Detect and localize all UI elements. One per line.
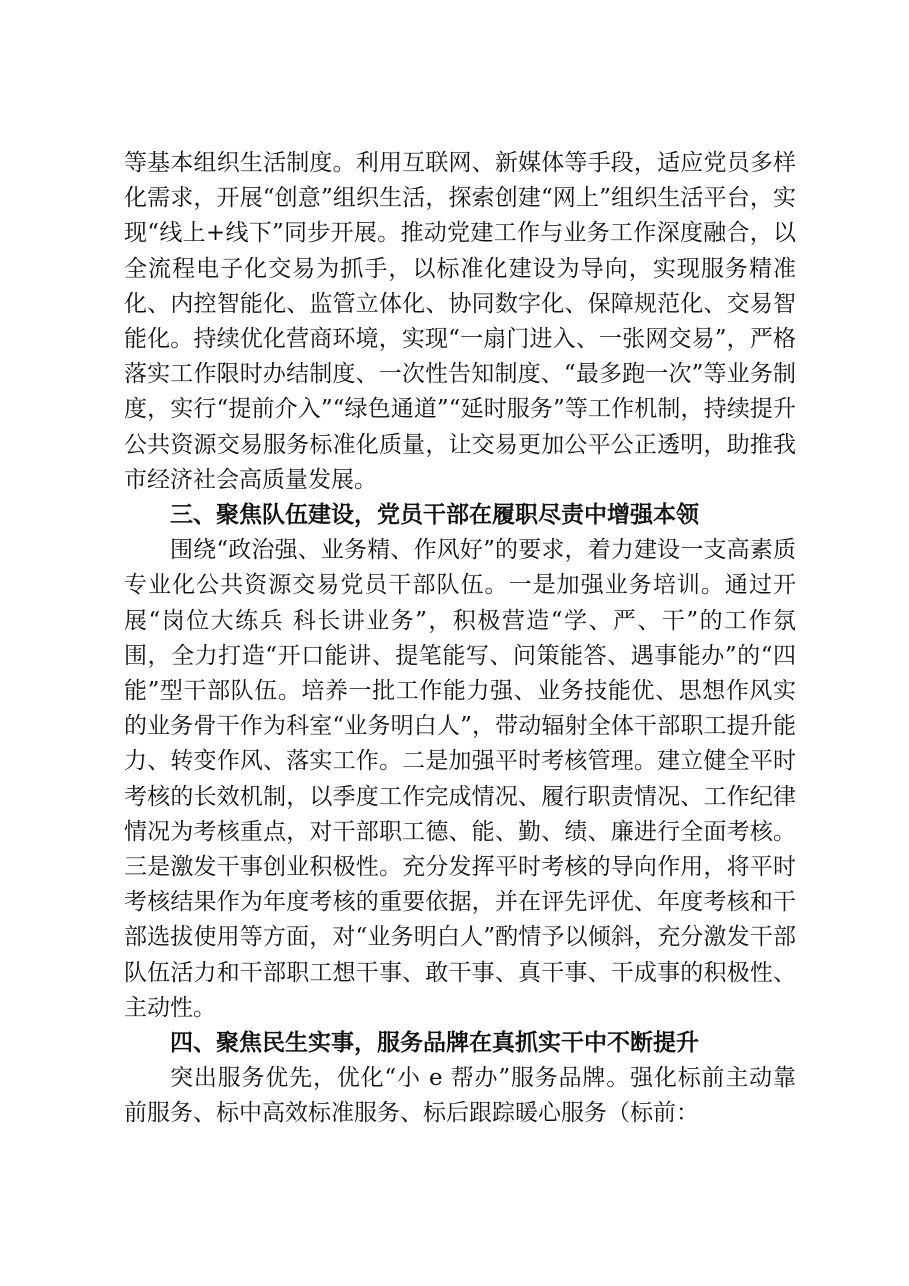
body-paragraph: 等基本组织生活制度。利用互联网、新媒体等手段，适应党员多样化需求，开展“创意”组织生活，探索创建“网上”组织生活平台，实现“线上+线下”同步开展。推动党建工作与业务工作深度融合，以全流程电子化交易为抓手，以标准化建设为导向，实现服务精准化、内控智能化、监管立体化、协同数字化、保障规范化、交易智能化。持续优化营商环境，实现“一扇门进入、一张网交易”，严格落实工作限时办结制度、一次性告知制度、“最多跑一次”等业务制度，实行“提前介入”“绿色通道”“延时服务”等工作机制，持续提升公共资源交易服务标准化质量，让交易更加公平公正透明，助推我市经济社会高质量发展。 — [124, 150, 796, 493]
body-paragraph: 围绕“政治强、业务精、作风好”的要求，着力建设一支高素质专业化公共资源交易党员干部队伍。一是加强业务培训。通过开展“岗位大练兵 科长讲业务”，积极营造“学、严、干”的工作氛围，全力打造“开口能讲、提笔能写、问策能答、遇事能办”的“四能”型干部队伍。培养一批工作能力强、业务技能优、思想作风实的业务骨干作为科室“业务明白人”，带动辐射全体干部职工提升能力、转变作风、落实工作。二是加强平时考核管理。建立健全平时考核的长效机制，以季度工作完成情况、履行职责情况、工作纪律情况为考核重点，对干部职工德、能、勤、绩、廉进行全面考核。三是激发干事创业积极性。充分发挥平时考核的导向作用，将平时考核结果作为年度考核的重要依据，并在评先评优、年度考核和干部选拔使用等方面，对“业务明白人”酌情予以倾斜，充分激发干部队伍活力和干部职工想干事、敢干事、真干事、干成事的积极性、主动性。 — [124, 537, 796, 1021]
body-paragraph: 突出服务优先，优化“小 e 帮办”服务品牌。强化标前主动靠前服务、标中高效标准服务、标后跟踪暖心服务（标前： — [124, 1065, 796, 1127]
section-heading: 四、聚焦民生实事，服务品牌在真抓实干中不断提升 — [170, 1030, 699, 1057]
document-body — [124, 146, 796, 1132]
section-heading: 三、聚焦队伍建设，党员干部在履职尽责中增强本领 — [170, 502, 699, 529]
